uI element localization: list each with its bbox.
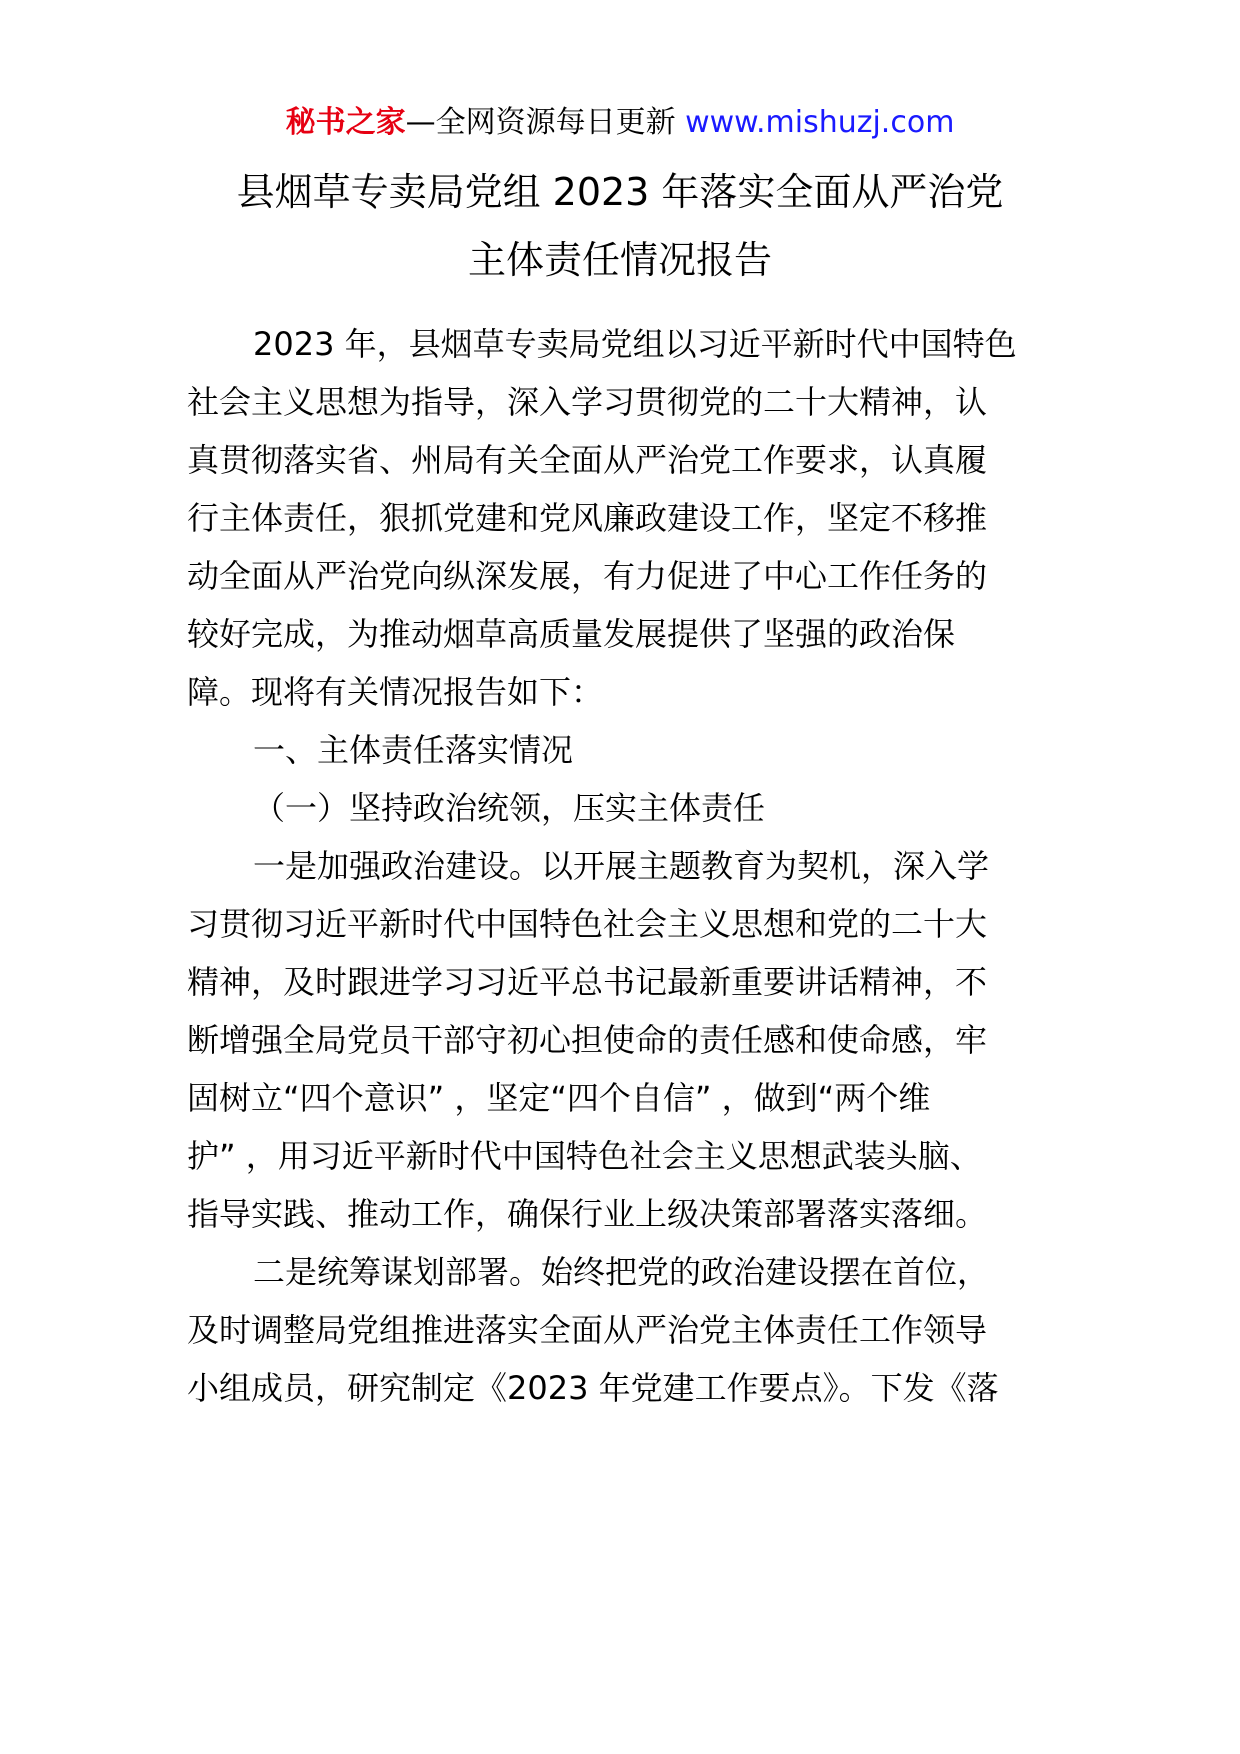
brand-name: 秘书之家 — [285, 105, 406, 140]
body-line: 行主体责任，狠抓党建和党风廉政建设工作，坚定不移推 — [187, 499, 988, 537]
body-line: 社会主义思想为指导，深入学习贯彻党的二十大精神，认 — [187, 383, 988, 421]
body-line: 小组成员，研究制定《2023 年党建工作要点》。下发《落 — [187, 1369, 999, 1407]
report-title-line-1: 县烟草专卖局党组 2023 年落实全面从严治党 — [236, 170, 1004, 214]
watermark-header — [0, 100, 1240, 146]
section-heading: 一、主体责任落实情况 — [253, 731, 574, 769]
body-line: 障。现将有关情况报告如下： — [187, 673, 604, 711]
body-line: 指导实践、推动工作，确保行业上级决策部署落实落细。 — [187, 1195, 988, 1233]
report-title-line-2: 主体责任情况报告 — [467, 238, 772, 282]
body-line: 固树立“四个意识” ，坚定“四个自信” ，做到“两个维 — [187, 1079, 931, 1117]
body-line: 一是加强政治建设。以开展主题教育为契机，深入学 — [253, 847, 990, 885]
brand-slogan: —全网资源每日更新 — [405, 105, 676, 140]
subsection-heading: （一）坚持政治统领，压实主体责任 — [253, 789, 766, 827]
body-line: 二是统筹谋划部署。始终把党的政治建设摆在首位， — [253, 1253, 990, 1291]
body-line: 断增强全局党员干部守初心担使命的责任感和使命感，牢 — [187, 1021, 988, 1059]
body-line: 2023 年，县烟草专卖局党组以习近平新时代中国特色 — [253, 325, 1017, 363]
body-line: 动全面从严治党向纵深发展，有力促进了中心工作任务的 — [187, 557, 988, 595]
body-line: 真贯彻落实省、州局有关全面从严治党工作要求，认真履 — [187, 441, 988, 479]
site-url: www.mishuzj.com — [675, 105, 955, 140]
body-line: 护” ，用习近平新时代中国特色社会主义思想武装头脑、 — [187, 1137, 982, 1175]
body-line: 及时调整局党组推进落实全面从严治党主体责任工作领导 — [187, 1311, 988, 1349]
body-line: 较好完成，为推动烟草高质量发展提供了坚强的政治保 — [187, 615, 956, 653]
body-line: 习贯彻习近平新时代中国特色社会主义思想和党的二十大 — [187, 905, 988, 943]
body-line: 精神，及时跟进学习习近平总书记最新重要讲话精神，不 — [187, 963, 988, 1001]
